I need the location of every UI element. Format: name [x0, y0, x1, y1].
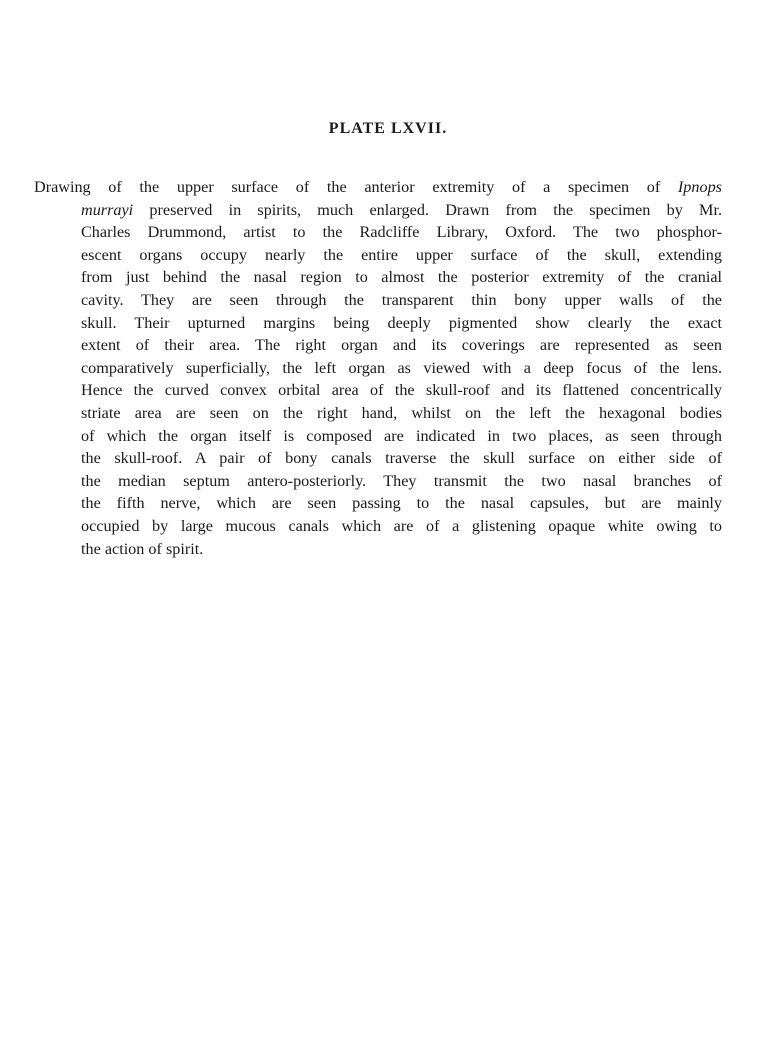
- caption-line-10: Hence the curved convex orbital area of the skull-roof and its flattened concentrically: [81, 381, 722, 400]
- caption-line-11: striate area are seen on the right hand, whilst on the left the hexagonal bodies: [81, 403, 722, 422]
- plate-title: PLATE LXVII.: [328, 120, 448, 137]
- caption-line-3: Charles Drummond, artist to the Radcliffe Library, Oxford. The two phosphor-: [81, 223, 722, 242]
- caption-line-15: the fifth nerve, which are seen passing to the nasal capsules, but are mainly: [81, 494, 722, 513]
- plate-caption: [34, 176, 722, 560]
- caption-line-2: murrayi preserved in spirits, much enlarged. Drawn from the specimen by Mr.: [81, 200, 722, 219]
- caption-line-17: the action of spirit.: [81, 539, 204, 558]
- caption-line-1: Drawing of the upper surface of the anterior extremity of a specimen of Ipnops: [34, 178, 722, 196]
- caption-line-12: of which the organ itself is composed are indicated in two places, as seen through: [81, 426, 722, 445]
- caption-line-14: the median septum antero-posteriorly. They transmit the two nasal branches of: [81, 471, 722, 490]
- caption-line-4: escent organs occupy nearly the entire upper surface of the skull, extending: [81, 245, 722, 264]
- caption-line-16: occupied by large mucous canals which are of a glistening opaque white owing to: [81, 516, 722, 535]
- caption-line-9: comparatively superficially, the left organ as viewed with a deep focus of the lens.: [81, 358, 722, 377]
- caption-line-7: skull. Their upturned margins being deeply pigmented show clearly the exact: [81, 313, 722, 332]
- caption-line-5: from just behind the nasal region to almost the posterior extremity of the cranial: [81, 268, 722, 287]
- caption-line-8: extent of their area. The right organ and its coverings are represented as seen: [81, 336, 722, 355]
- caption-line-6: cavity. They are seen through the transparent thin bony upper walls of the: [81, 290, 722, 309]
- caption-line-13: the skull-roof. A pair of bony canals traverse the skull surface on either side of: [81, 449, 722, 468]
